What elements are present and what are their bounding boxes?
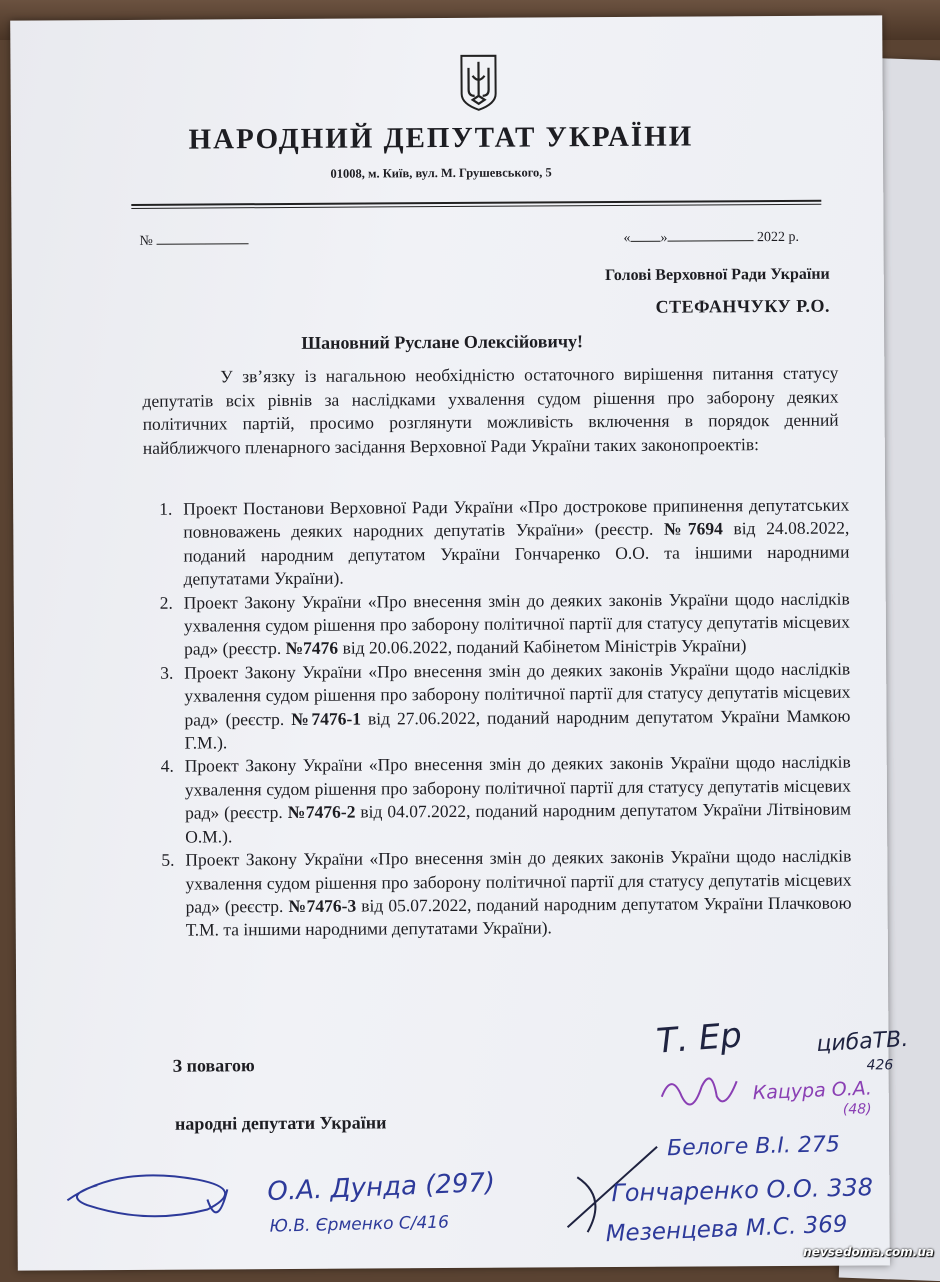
signature-scribble-left-icon [57, 1159, 257, 1230]
bill-registration-number: №7476-3 [288, 895, 357, 916]
date-quote-close: » [660, 230, 668, 246]
bill-text-after: від 05.07.2022, поданий народним депутатом України Плачковою Т.М. та іншими народними депутатами України). [185, 892, 852, 940]
bill-list-item [161, 845, 852, 943]
bill-text-before: Проект Закону України «Про внесення змін до деяких законів України щодо наслідків ухвалення судом рішення про заборону політичної партії для статусу депутатів місцевих рад» (реєстр. [184, 658, 851, 730]
signature-katsura-number: (48) [842, 1101, 872, 1118]
letter-page [10, 15, 909, 1270]
bill-text-after: від 27.06.2022, поданий народним депутатом України Мамкою Г.М.). [184, 705, 851, 753]
signature-mezentseva: Мезенцева М.С. 369 [605, 1211, 848, 1248]
day-blank [631, 241, 661, 242]
bill-text [184, 587, 850, 661]
bill-list-item [161, 751, 852, 849]
bill-number: 2. [159, 592, 173, 613]
number-blank [157, 243, 249, 245]
closing-signers: народні депутати України [174, 1112, 387, 1134]
bill-list-item [159, 494, 850, 592]
bill-text [184, 657, 851, 755]
closing-regards: З повагою [172, 1055, 255, 1076]
signature-honcharenko: Гончаренко О.О. 338 [611, 1173, 874, 1208]
bill-text-after: від 20.06.2022, поданий Кабінетом Міністрів України) [338, 635, 747, 659]
date-quote-open: « [623, 230, 631, 246]
document-number-field [139, 233, 248, 250]
bill-registration-number: №7694 [663, 518, 723, 540]
bill-registration-number: №7476-1 [291, 708, 362, 729]
signature-scribble-purple-icon [657, 1066, 747, 1117]
bill-registration-number: №7476-2 [287, 801, 356, 823]
bill-text-after: від 04.07.2022, поданий народним депутатом України Літвіновим О.М.). [185, 798, 852, 847]
month-blank [668, 240, 754, 242]
trident-coat-of-arms-icon [458, 54, 498, 112]
recipient-name: СТЕФАНЧУКУ Р.О. [655, 295, 831, 317]
bill-list-item [160, 587, 850, 661]
letterhead-title: НАРОДНИЙ ДЕПУТАТ УКРАЇНИ [188, 120, 694, 156]
letter-body [142, 362, 839, 460]
source-watermark: nevsedoma.com.ua [803, 1245, 934, 1259]
signature-tsyba: цибаТВ. [815, 1026, 909, 1058]
letterhead-address: 01008, м. Київ, вул. М. Грушевського, 5 [330, 165, 552, 181]
bill-text-before: Проект Закону України «Про внесення змін до деяких законів України щодо наслідків ухвалення судом рішення про заборону політичної партії для статусу депутатів місцевих рад» (реєстр. [183, 588, 850, 660]
bill-text-after: від 24.08.2022, поданий народним депутатом України Гончаренко О.О. та іншими народними депутатами України). [183, 517, 850, 589]
bill-text-before: Проект Закону України «Про внесення змін до деяких законів України щодо наслідків ухвалення судом рішення про заборону політичної партії для статусу депутатів місцевих рад» (реєстр. [184, 752, 851, 823]
bill-number: 3. [160, 662, 174, 683]
signature-katsura: Кацура О.А. [752, 1077, 873, 1105]
signature-dunda: О.А. Дунда (297) [266, 1167, 496, 1208]
bill-number: 5. [161, 849, 175, 870]
salutation: Шановний Руслане Олексійовичу! [301, 331, 584, 353]
bill-text [185, 751, 852, 849]
date-year: 2022 р. [756, 229, 800, 246]
bill-text [183, 494, 850, 592]
bill-list [159, 494, 852, 943]
bill-text-before: Проект Закону України «Про внесення змін до деяких законів України щодо наслідків ухвалення судом рішення про заборону політичної партії для статусу депутатів місцевих рад» (реєстр. [185, 845, 852, 917]
bill-registration-number: №7476 [285, 638, 339, 659]
bill-number: 4. [160, 756, 174, 777]
signature-tsyba-number: 426 [866, 1057, 894, 1074]
document-date-field [623, 230, 799, 247]
bill-list-item [160, 657, 851, 755]
signature-yermenko: Ю.В. Єрменко С/416 [269, 1212, 450, 1237]
signature-beloge: Белоге В.І. 275 [666, 1132, 841, 1162]
letterhead-divider [131, 200, 821, 209]
bill-text-before: Проект Постанови Верховної Ради України «Про дострокове припинення депутатських повноважень деяких народних депутатів України» (реєстр. [183, 494, 850, 543]
bill-text [185, 845, 852, 943]
signature-mark-1: Т. Ер [655, 1015, 744, 1062]
bill-number: 1. [159, 498, 173, 519]
number-label: № [139, 233, 153, 249]
recipient-position: Голові Верховної Ради України [604, 265, 830, 285]
letter-body-text: У зв’язку із нагальною необхідністю остаточного вирішення питання статусу депутатів всіх рівнів за наслідками ухвалення судом рішення про заборону деяких політичних партій, просимо розглянути можливість включення в порядок денний найближчого пленарного засідання Верховної Ради України таких законопроектів: [142, 362, 839, 458]
